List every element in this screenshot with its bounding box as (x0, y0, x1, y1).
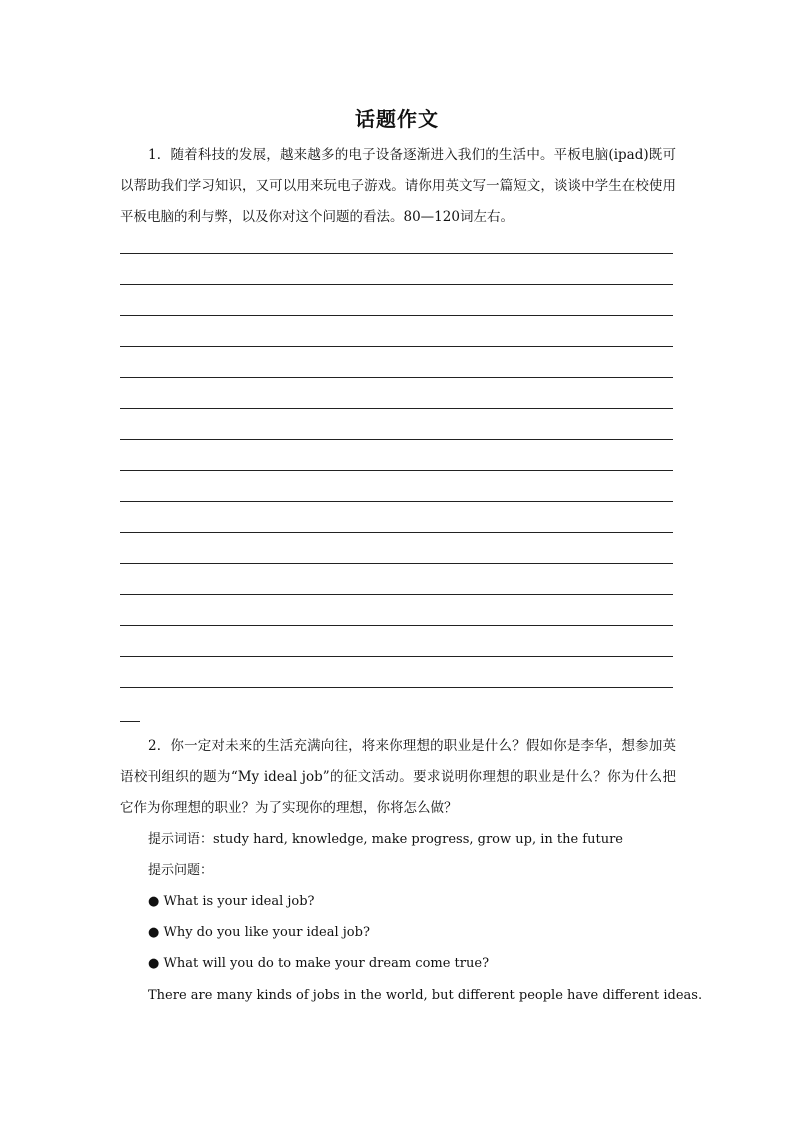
answer-line[interactable] (120, 439, 673, 470)
answer-line[interactable] (120, 532, 673, 563)
answer-line[interactable] (120, 656, 673, 687)
answer-line[interactable] (120, 408, 673, 439)
hint-question-item: ● Why do you like your ideal job? (148, 925, 370, 940)
answer-lines[interactable] (120, 253, 673, 718)
answer-line[interactable] (120, 346, 673, 377)
hint-words: 提示词语：study hard, knowledge, make progress, grow up, in the future (148, 832, 623, 847)
hint-questions-label: 提示问题： (148, 863, 214, 878)
question-1-text: 1．随着科技的发展，越来越多的电子设备逐渐进入我们的生活中。平板电脑(ipad)既可以帮助我们学习知识，又可以用来玩电子游戏。请你用英文写一篇短文，谈谈中学生在校使用平板电脑的利与弊，以及你对这个问题的看法。80—120词左右。 (120, 147, 676, 225)
answer-line[interactable] (120, 470, 673, 501)
hint-question-item: ● What will you do to make your dream come true? (148, 956, 490, 971)
answer-line-end (120, 721, 140, 722)
answer-line[interactable] (120, 625, 673, 656)
question-2-text: 2．你一定对未来的生活充满向往，将来你理想的职业是什么？假如你是李华，想参加英语校刊组织的题为“My ideal job”的征文活动。要求说明你理想的职业是什么？你为什么把它作为你理想的职业？为了实现你的理想，你将怎么做？ (120, 738, 676, 816)
answer-line[interactable] (120, 594, 673, 625)
hint-question-item: ● What is your ideal job? (148, 894, 315, 909)
answer-line[interactable] (120, 687, 673, 718)
answer-line[interactable] (120, 315, 673, 346)
answer-line[interactable] (120, 253, 673, 284)
answer-line[interactable] (120, 501, 673, 532)
answer-line[interactable] (120, 563, 673, 594)
answer-line[interactable] (120, 284, 673, 315)
essay-starter: There are many kinds of jobs in the world, but different people have different ideas. (148, 988, 703, 1003)
page-title: 话题作文 (355, 107, 439, 131)
answer-line[interactable] (120, 377, 673, 408)
